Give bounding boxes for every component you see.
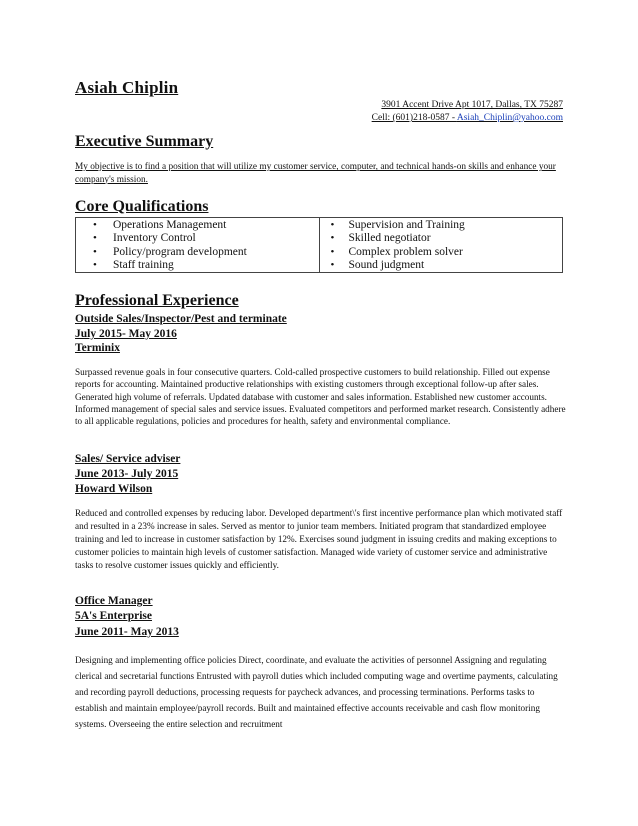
bullet-icon: • — [93, 245, 97, 258]
qualification-item: • Operations Management — [93, 219, 227, 231]
bullet-icon: • — [93, 219, 97, 231]
address-line: 3901 Accent Drive Apt 1017, Dallas, TX 75287 — [381, 100, 563, 110]
qualification-item: • Staff training — [93, 258, 174, 271]
qualification-item: • Inventory Control — [93, 232, 196, 245]
job-description: Reduced and controlled expenses by reducing labor. Developed department\'s first incentive performance plan which motivated staff and resulted in a 23% increase in sales. Served as mentor to junior team members. Initiated program that standardized employee training and led to increase in customer satisfaction by 12%. Exercises sound judgment in issuing credits and making exceptions to customer policies to maintain high levels of customer satisfaction. Managed wide variety of customer service and administrative tasks to resolve customer issues quickly and efficiently. — [75, 508, 563, 570]
qualification-item: • Policy/program development — [93, 245, 247, 258]
qualifications-left-column — [76, 218, 320, 272]
job-title: Outside Sales/Inspector/Pest and terminate — [75, 313, 287, 325]
job-dates: June 2013- July 2015 — [75, 468, 179, 480]
qualifications-table — [75, 217, 563, 273]
qualification-item: • Supervision and Training — [330, 219, 465, 231]
executive-summary-heading: Executive Summary — [75, 133, 214, 150]
candidate-name: Asiah Chiplin — [75, 78, 179, 97]
bullet-icon: • — [93, 258, 97, 271]
qualification-item: • Complex problem solver — [330, 245, 463, 258]
job-company: Terminix — [75, 342, 120, 354]
executive-summary-text: My objective is to find a position that will utilize my customer service, computer, and technical hands-on skills and enhance your company's mission. — [75, 162, 556, 185]
contact-block — [372, 99, 563, 125]
job-title: Sales/ Service adviser — [75, 453, 181, 465]
qualifications-right-column — [320, 218, 563, 272]
job-dates: June 2011- May 2013 — [75, 626, 179, 638]
email-link[interactable]: Asiah_Chiplin@yahoo.com — [456, 113, 563, 123]
qualification-item: • Sound judgment — [330, 258, 425, 271]
job-dates: July 2015- May 2016 — [75, 328, 177, 340]
bullet-icon: • — [330, 245, 335, 258]
bullet-icon: • — [330, 232, 335, 245]
job-company: 5A's Enterprise — [75, 610, 152, 622]
bullet-icon: • — [330, 219, 335, 231]
job-title: Office Manager — [75, 595, 153, 607]
phone-line: Cell: (601)218-0587 - — [371, 113, 457, 123]
job-company: Howard Wilson — [75, 483, 153, 495]
bullet-icon: • — [330, 258, 335, 271]
contact-line — [372, 112, 563, 125]
job-description: Surpassed revenue goals in four consecutive quarters. Cold-called prospective customers to build relationship. Filled out expense reports for accounting. Maintained productive relationships with existing customers through exceptional follow-up after sales. Generated high volume of referrals. Updated database with customer and sales information. Established new customer accounts. Informed management of special sales and service issues. Evaluated competitors and performed market research. Consistently adhere to all applicable regulations, policies and procedures for health, safety and environmental compliance. — [75, 367, 566, 427]
job-description: Designing and implementing office policies Direct, coordinate, and evaluate the activities of personnel Assigning and regulating clerical and secretarial functions Entrusted with payroll duties which included computing wage and overtime payments, calculating and recording payroll deductions, processing requests for paycheck advances, and processing terminations. Performs tasks to establish and maintain employee/payroll records. Built and maintained effective accounts receivable and cash flow monitoring systems. Overseeing the entire selection and recruitment — [75, 655, 558, 729]
bullet-icon: • — [93, 232, 97, 245]
professional-experience-heading: Professional Experience — [75, 292, 239, 309]
qualification-item: • Skilled negotiator — [330, 232, 431, 245]
core-qualifications-heading: Core Qualifications — [75, 198, 209, 215]
